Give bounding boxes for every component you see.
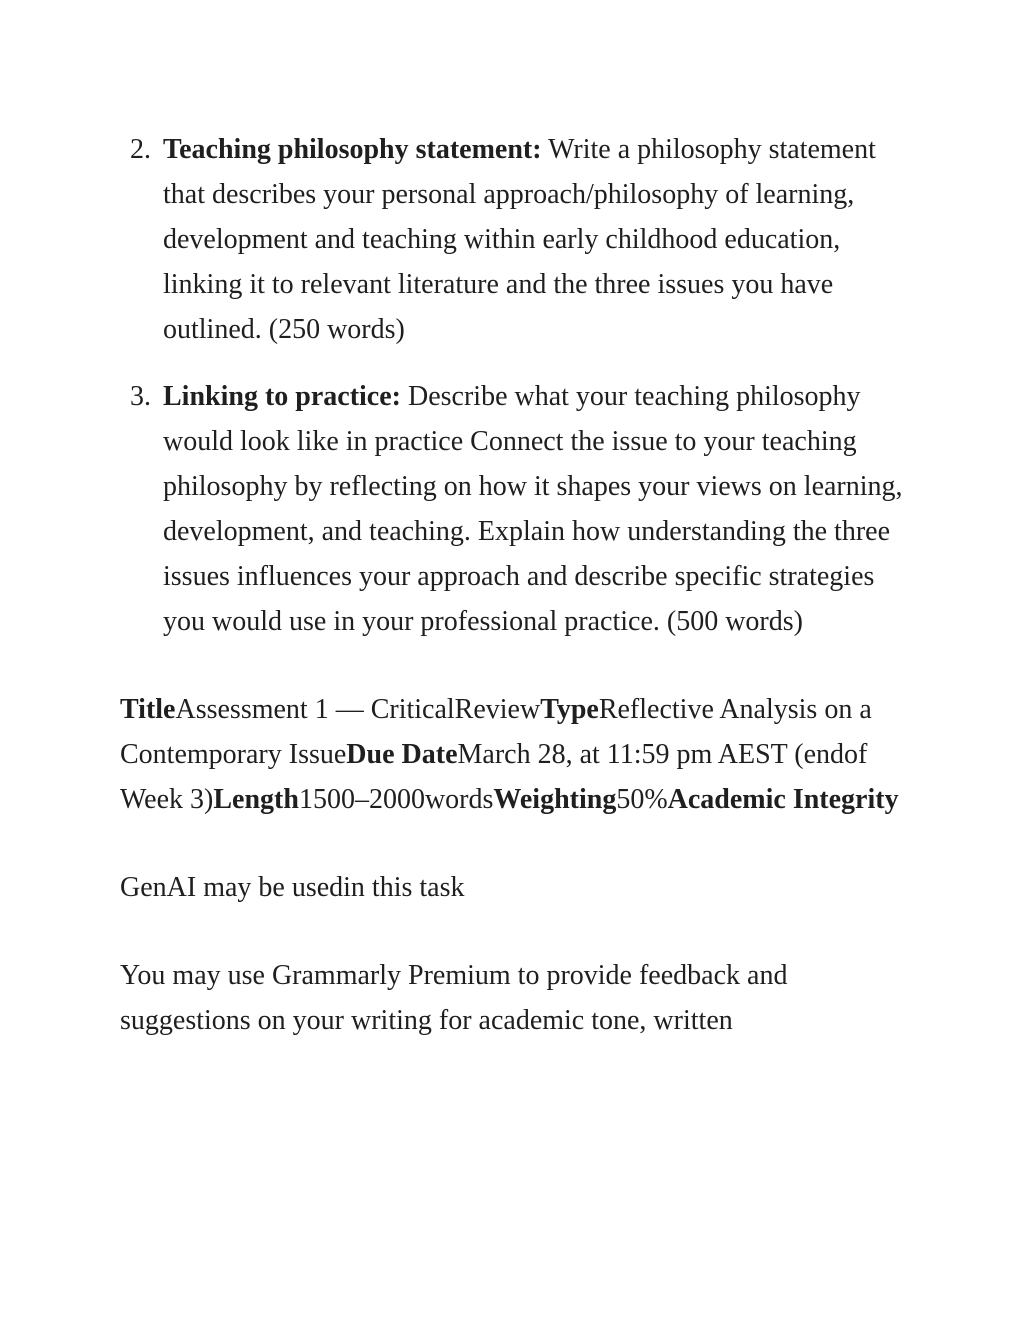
weighting-label: Weighting bbox=[493, 784, 617, 815]
due-date-value: March 28, at 11:59 pm AEST (endof Week 3) bbox=[120, 739, 868, 815]
document-page bbox=[120, 127, 910, 1043]
list-item bbox=[130, 374, 910, 644]
length-value: 1500–2000words bbox=[298, 784, 494, 815]
weighting-value: 50% bbox=[616, 784, 668, 815]
task-list bbox=[120, 127, 910, 644]
grammarly-note: You may use Grammarly Premium to provide feedback and suggestions on your writing for academic tone, written bbox=[120, 960, 788, 1036]
title-value: Assessment 1 — CriticalReview bbox=[175, 694, 541, 725]
list-item-number: 2. bbox=[130, 134, 151, 165]
list-item-text: Describe what your teaching philosophy would look like in practice Connect the issue to your teaching philosophy by reflecting on how it shapes your views on learning, development, and teaching. Explain how understanding the three issues influences your approach and describe specific strategies you would use in your professional practice. (500 words) bbox=[163, 381, 903, 637]
list-item-text: Write a philosophy statement that describes your personal approach/philosophy of learning, development and teaching within early childhood education, linking it to relevant literature and the three issues you have outlined. (250 words) bbox=[163, 134, 876, 345]
type-label: Type bbox=[540, 694, 599, 725]
genai-note: GenAI may be usedin this task bbox=[120, 872, 465, 903]
list-item-heading: Linking to practice: bbox=[163, 381, 401, 412]
academic-integrity-label: Academic Integrity bbox=[667, 784, 899, 815]
assessment-details bbox=[120, 687, 910, 822]
type-value: Reflective Analysis on a Contemporary Issue bbox=[120, 694, 872, 770]
list-item-heading: Teaching philosophy statement: bbox=[163, 134, 542, 165]
due-date-label: Due Date bbox=[346, 739, 458, 770]
title-label: Title bbox=[120, 694, 176, 725]
list-item bbox=[130, 127, 910, 352]
length-label: Length bbox=[213, 784, 299, 815]
list-item-number: 3. bbox=[130, 381, 151, 412]
